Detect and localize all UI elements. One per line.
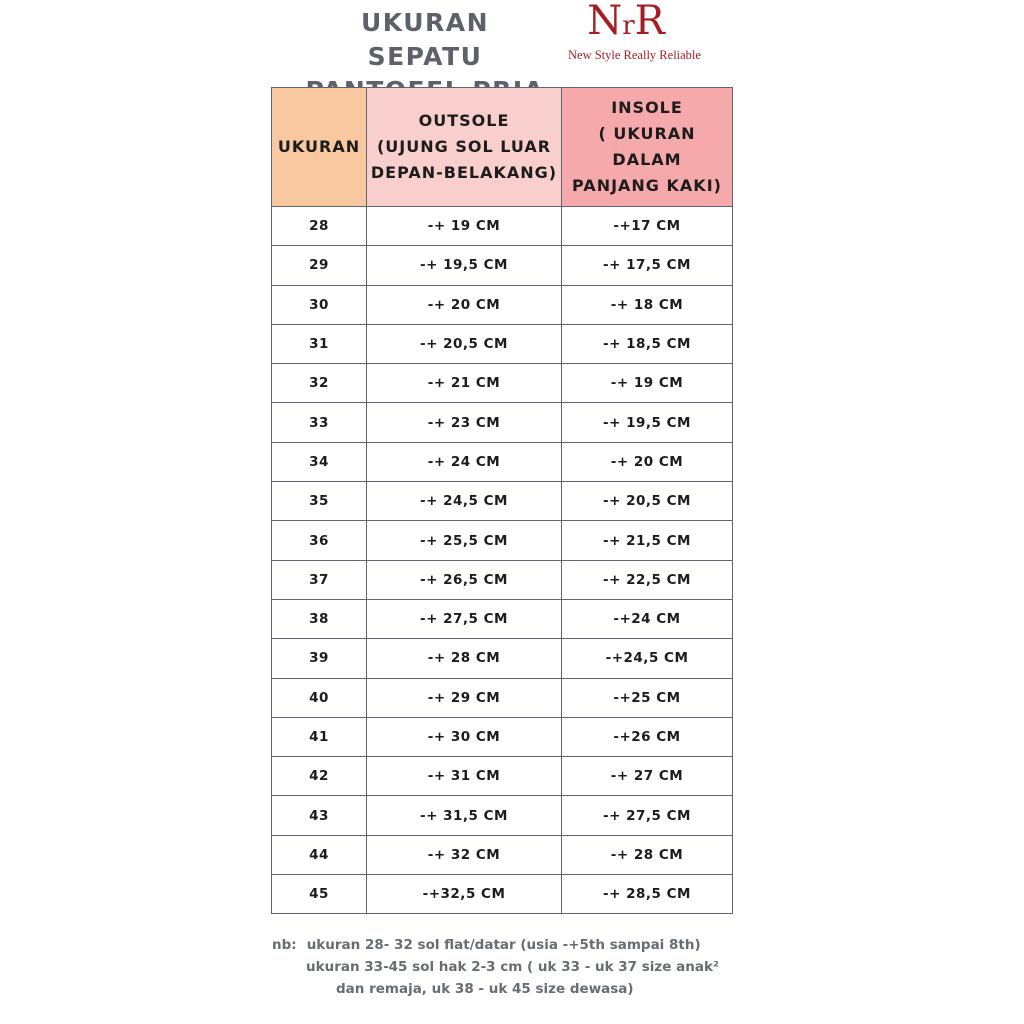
cell-outsole: -+ 24,5 CM [367,482,562,521]
table-row [272,246,733,285]
cell-size: 39 [272,639,367,678]
header-outsole [367,88,562,207]
header-insole [562,88,733,207]
header-insole-line-2: ( UKURAN DALAM [598,124,696,169]
cell-size: 31 [272,324,367,363]
cell-size: 42 [272,757,367,796]
table-row [272,717,733,756]
table-row [272,599,733,638]
cell-insole: -+ 28 CM [562,835,733,874]
table-row [272,442,733,481]
logo-mark: NrR [587,0,665,44]
header-outsole-line-1: OUTSOLE [418,111,510,130]
cell-insole: -+25 CM [562,678,733,717]
footnote-line-2: ukuran 33-45 sol hak 2-3 cm ( uk 33 - uk 37 size anak² [306,959,719,975]
table-row [272,875,733,914]
title-line-1: UKURAN SEPATU [360,8,490,71]
cell-size: 37 [272,560,367,599]
cell-insole: -+ 27 CM [562,757,733,796]
table-body [272,207,733,914]
cell-size: 41 [272,717,367,756]
cell-insole: -+ 28,5 CM [562,875,733,914]
cell-outsole: -+32,5 CM [367,875,562,914]
table-row [272,678,733,717]
cell-size: 43 [272,796,367,835]
cell-outsole: -+ 23 CM [367,403,562,442]
cell-insole: -+ 18,5 CM [562,324,733,363]
cell-outsole: -+ 20 CM [367,285,562,324]
cell-outsole: -+ 24 CM [367,442,562,481]
header-insole-line-1: INSOLE [611,98,683,117]
footnote-line-1 [272,934,752,956]
cell-insole: -+ 18 CM [562,285,733,324]
cell-insole: -+ 17,5 CM [562,246,733,285]
cell-size: 34 [272,442,367,481]
cell-size: 28 [272,207,367,246]
header-outsole-line-3: DEPAN-BELAKANG) [370,163,558,182]
footnote-line-3: dan remaja, uk 38 - uk 45 size dewasa) [336,981,634,997]
cell-outsole: -+ 20,5 CM [367,324,562,363]
table-row [272,521,733,560]
cell-outsole: -+ 28 CM [367,639,562,678]
cell-outsole: -+ 26,5 CM [367,560,562,599]
cell-size: 40 [272,678,367,717]
cell-insole: -+ 19 CM [562,364,733,403]
cell-outsole: -+ 31,5 CM [367,796,562,835]
header-outsole-line-2: (UJUNG SOL LUAR [376,137,552,156]
table-header-row [272,88,733,207]
cell-insole: -+24 CM [562,599,733,638]
cell-outsole: -+ 30 CM [367,717,562,756]
footnote-prefix: nb: [272,937,297,953]
cell-size: 35 [272,482,367,521]
cell-size: 36 [272,521,367,560]
cell-outsole: -+ 31 CM [367,757,562,796]
table-row [272,796,733,835]
cell-insole: -+17 CM [562,207,733,246]
cell-insole: -+ 22,5 CM [562,560,733,599]
cell-size: 33 [272,403,367,442]
table-row [272,285,733,324]
cell-size: 38 [272,599,367,638]
cell-outsole: -+ 19,5 CM [367,246,562,285]
cell-insole: -+ 20,5 CM [562,482,733,521]
cell-size: 30 [272,285,367,324]
header-insole-line-3: PANJANG KAKI) [572,176,722,195]
table-row [272,324,733,363]
table-row [272,835,733,874]
table-row [272,757,733,796]
logo-tagline: New Style Really Reliable [568,48,701,62]
cell-size: 29 [272,246,367,285]
cell-insole: -+ 19,5 CM [562,403,733,442]
size-table [271,87,733,914]
cell-insole: -+ 21,5 CM [562,521,733,560]
brand-logo [560,0,710,70]
table-row [272,482,733,521]
cell-outsole: -+ 29 CM [367,678,562,717]
cell-size: 45 [272,875,367,914]
table-row [272,364,733,403]
table-row [272,560,733,599]
footnote [272,934,752,1000]
header-ukuran-label: UKURAN [277,137,361,156]
cell-outsole: -+ 27,5 CM [367,599,562,638]
footnote-text-1: ukuran 28- 32 sol flat/datar (usia -+5th sampai 8th) [306,937,701,953]
table-row [272,639,733,678]
cell-outsole: -+ 25,5 CM [367,521,562,560]
cell-insole: -+24,5 CM [562,639,733,678]
header-ukuran [272,88,367,207]
cell-insole: -+26 CM [562,717,733,756]
cell-outsole: -+ 19 CM [367,207,562,246]
cell-outsole: -+ 21 CM [367,364,562,403]
cell-insole: -+ 27,5 CM [562,796,733,835]
cell-outsole: -+ 32 CM [367,835,562,874]
table-row [272,403,733,442]
cell-size: 44 [272,835,367,874]
cell-size: 32 [272,364,367,403]
table-row [272,207,733,246]
cell-insole: -+ 20 CM [562,442,733,481]
